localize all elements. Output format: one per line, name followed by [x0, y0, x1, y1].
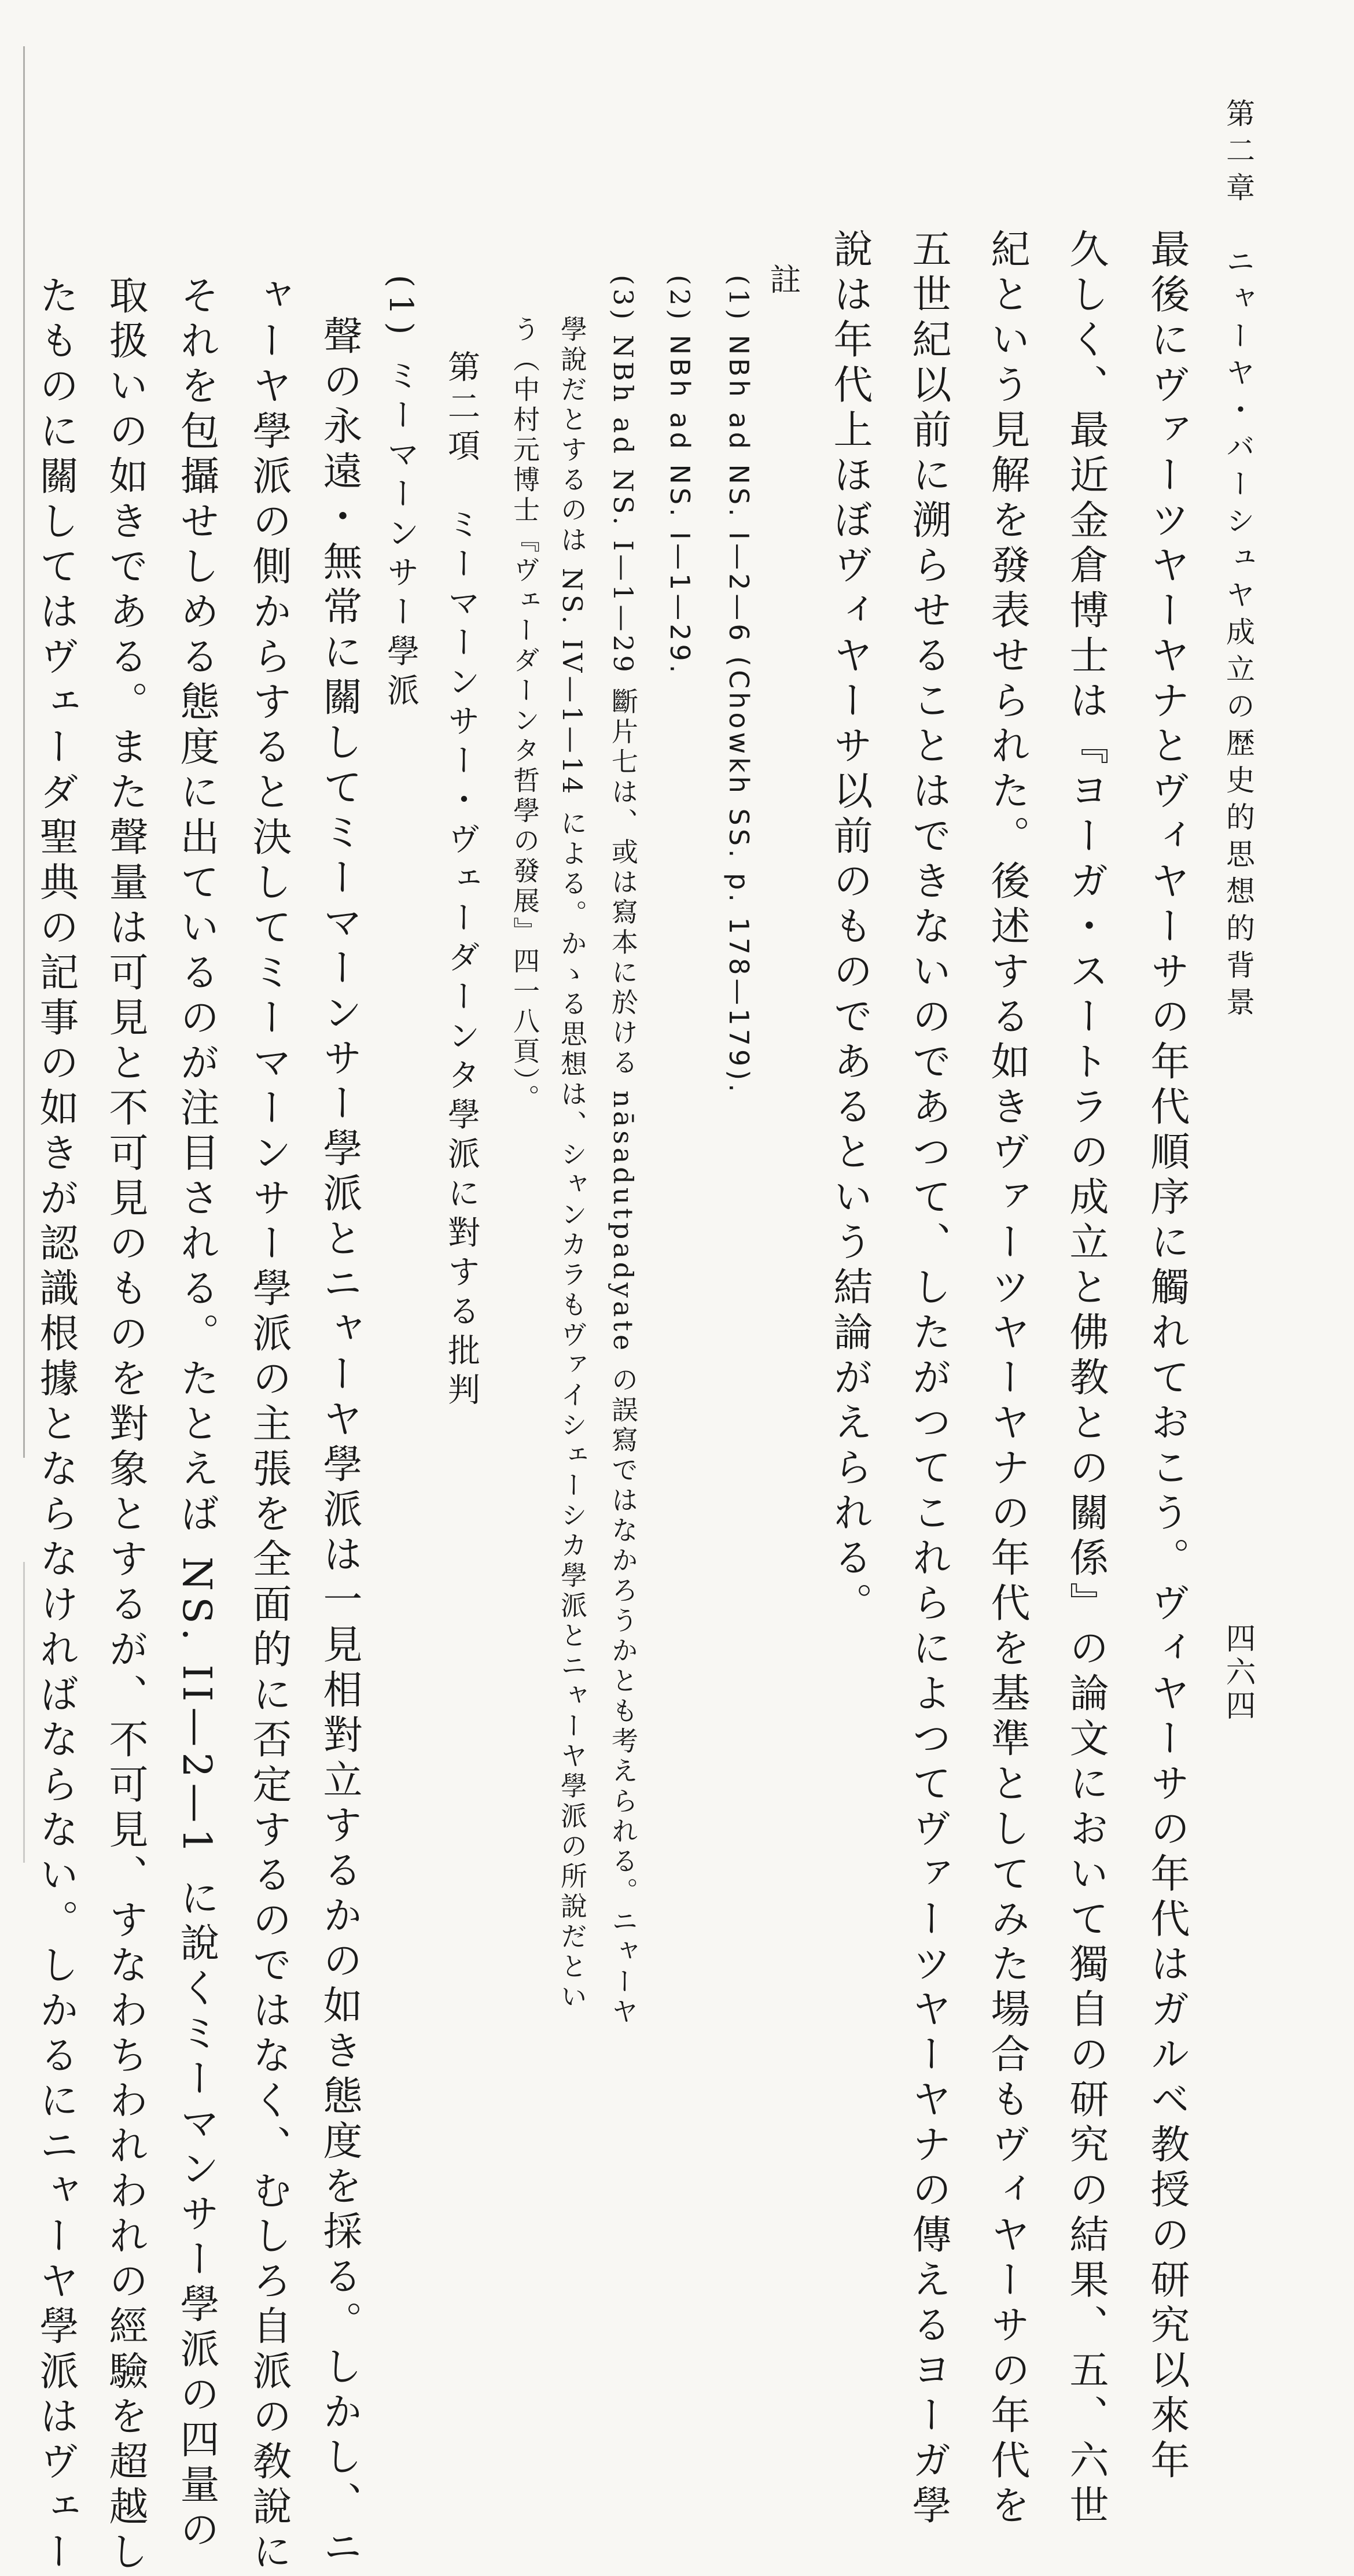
notes-label: 註	[765, 263, 801, 294]
body-line: 最後にヴァーツヤーヤナとヴィヤーサの年代順序に觸れておこう。ヴィヤーサの年代はガルベ教授の研究以來年	[1144, 229, 1190, 2485]
note-1-text: NBh ad NS. I—2—6 (Chowkh SS. p. 178—179).	[723, 334, 755, 1096]
body-line: 紀という見解を發表せられた。後述する如きヴァーツヤーヤナの年代を基準としてみた場合もヴィヤーサの年代を	[984, 229, 1030, 2530]
body-line: 聲の永遠・無常に關してミーマーンサー學派とニャーヤ學派は一見相對立するかの如き態度を採る。しかし、ニ	[317, 315, 362, 2571]
note-3	[608, 275, 639, 2028]
scan-edge-line-lower	[23, 1562, 25, 1863]
running-header: 第二章 ニャーヤ・バーシュヤ成立の歴史的思想的背景	[1221, 98, 1255, 1024]
note-2	[664, 275, 696, 677]
note-3-continuation: う（中村元博士『ヴェーダーンタ哲學の發展』四一八頁）。	[509, 315, 540, 1114]
scan-edge-line	[23, 46, 25, 1458]
body-line: ャーヤ學派の側からすると決してミーマーンサー學派の主張を全面的に否定するのではなく、むしろ自派の敎說に	[246, 275, 292, 2576]
note-3-continuation: 學說だとするのは NS. IV—1—14 による。かゝる思想は、シャンカラもヴァイシェーシカ學派とニャーヤ學派の所說だとい	[557, 315, 588, 2013]
note-2-mark: (2)	[664, 275, 696, 323]
section-title: 第二項 ミーマーンサー・ヴェーダーンタ學派に對する批判	[443, 350, 480, 1412]
body-line: 久しく、最近金倉博士は『ヨーガ・スートラの成立と佛教との關係』の論文において獨自の研究の結果、五、六世	[1063, 229, 1109, 2530]
body-line: たものに關してはヴェーダ聖典の記事の如きが認識根據とならなければならない。しかるにニャーヤ學派はヴェー	[33, 275, 79, 2576]
body-line: 五世紀以前に溯らせることはできないのであつて、したがつてこれらによつてヴァーツヤーヤナの傳えるヨーガ學	[906, 229, 951, 2530]
body-line: 說は年代上ほぼヴィヤーサ以前のものであるという結論がえられる。	[827, 229, 873, 1627]
note-2-text: NBh ad NS. I—1—29.	[664, 334, 696, 677]
body-line: 取扱いの如きである。また聲量は可見と不可見のものを對象とするが、不可見、すなわちわれわれの經驗を超越し	[102, 275, 148, 2576]
note-3-mark: (3)	[608, 275, 639, 323]
note-3-text: NBh ad NS. I—1—29 斷片七は、或は寫本に於ける nāsadutpadyate の誤寫ではなかろうかとも考えられる。ニャーヤ	[608, 334, 639, 2028]
subsection-title: (1) ミーマーンサー學派	[382, 275, 420, 713]
note-1	[723, 275, 755, 1096]
note-1-mark: (1)	[723, 275, 755, 323]
body-line: それを包攝せしめる態度に出ているのが注目される。たとえば NS. II—2—1 に說くミーマンサー學派の四量の	[174, 275, 219, 2555]
page-number: 四六四	[1220, 1623, 1255, 1723]
